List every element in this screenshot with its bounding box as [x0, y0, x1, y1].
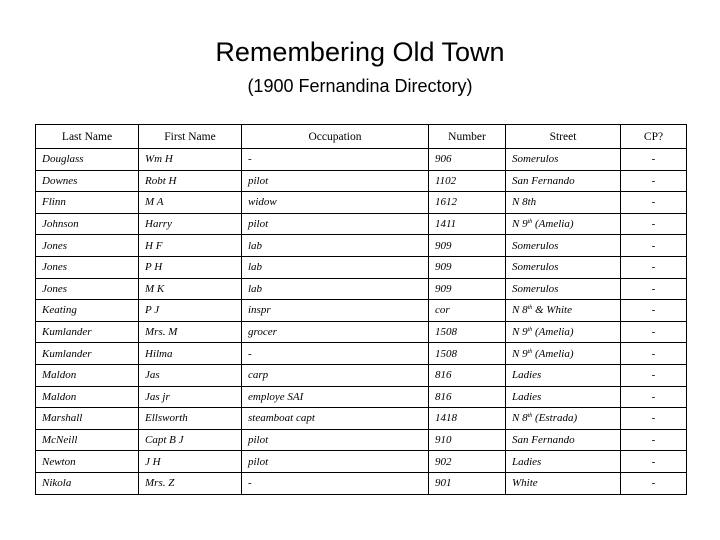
cell-street: [506, 278, 621, 300]
street-name: N 9: [512, 347, 528, 360]
cell-occupation: inspr: [242, 300, 429, 322]
street-suffix: & White: [532, 304, 572, 317]
cell-street: [506, 408, 621, 430]
street-name: Ladies: [512, 369, 542, 382]
cell-cp: -: [621, 343, 687, 365]
street-ordinal-suffix: th: [527, 348, 533, 355]
directory-table: [35, 124, 687, 495]
street-name: Somerulos: [512, 261, 559, 274]
cell-number: cor: [429, 300, 506, 322]
table-row: [36, 278, 687, 300]
table-row: [36, 300, 687, 322]
col-header-last-name: Last Name: [36, 125, 139, 149]
col-header-street: Street: [506, 125, 621, 149]
street-ordinal-suffix: th: [527, 327, 533, 334]
cell-number: 1508: [429, 321, 506, 343]
cell-street: [506, 472, 621, 494]
cell-cp: -: [621, 472, 687, 494]
street-suffix: (Estrada): [532, 412, 578, 425]
cell-number: 1102: [429, 170, 506, 192]
street-ordinal-suffix: th: [527, 219, 533, 226]
street-ordinal-suffix: th: [527, 413, 533, 420]
cell-first-name: Robt H: [139, 170, 242, 192]
cell-occupation: -: [242, 149, 429, 171]
street-name: Somerulos: [512, 153, 559, 166]
street-name: Somerulos: [512, 282, 559, 295]
cell-occupation: pilot: [242, 451, 429, 473]
cell-first-name: Hilma: [139, 343, 242, 365]
cell-last-name: Johnson: [36, 213, 139, 235]
cell-last-name: Newton: [36, 451, 139, 473]
cell-street: [506, 343, 621, 365]
cell-cp: -: [621, 408, 687, 430]
cell-number: 909: [429, 256, 506, 278]
col-header-cp: CP?: [621, 125, 687, 149]
cell-street: [506, 192, 621, 214]
cell-last-name: Douglass: [36, 149, 139, 171]
cell-number: 816: [429, 364, 506, 386]
street-name: N 9: [512, 218, 528, 231]
cell-first-name: Mrs. M: [139, 321, 242, 343]
street-name: San Fernando: [512, 434, 575, 447]
cell-number: 909: [429, 235, 506, 257]
cell-occupation: steamboat capt: [242, 408, 429, 430]
cell-number: 901: [429, 472, 506, 494]
table-row: [36, 256, 687, 278]
cell-last-name: Jones: [36, 235, 139, 257]
table-row: [36, 321, 687, 343]
table-row: [36, 408, 687, 430]
cell-last-name: Nikola: [36, 472, 139, 494]
cell-first-name: H F: [139, 235, 242, 257]
page-title: Remembering Old Town: [215, 37, 505, 67]
table-row: [36, 429, 687, 451]
cell-last-name: Marshall: [36, 408, 139, 430]
cell-occupation: lab: [242, 235, 429, 257]
cell-occupation: -: [242, 472, 429, 494]
table-row: [36, 451, 687, 473]
cell-cp: -: [621, 192, 687, 214]
street-name: Somerulos: [512, 239, 559, 252]
cell-street: [506, 213, 621, 235]
table-row: [36, 343, 687, 365]
table-row: [36, 386, 687, 408]
table-row: [36, 170, 687, 192]
cell-street: [506, 429, 621, 451]
cell-number: 902: [429, 451, 506, 473]
cell-street: [506, 235, 621, 257]
cell-first-name: M K: [139, 278, 242, 300]
cell-cp: -: [621, 213, 687, 235]
cell-number: 1418: [429, 408, 506, 430]
cell-cp: -: [621, 170, 687, 192]
cell-last-name: Keating: [36, 300, 139, 322]
cell-occupation: -: [242, 343, 429, 365]
cell-first-name: Harry: [139, 213, 242, 235]
street-ordinal-suffix: th: [527, 305, 533, 312]
cell-street: [506, 170, 621, 192]
street-suffix: (Amelia): [532, 347, 574, 360]
table-body: [36, 149, 687, 495]
cell-cp: -: [621, 451, 687, 473]
cell-cp: -: [621, 386, 687, 408]
cell-last-name: Kumlander: [36, 321, 139, 343]
cell-last-name: Jones: [36, 278, 139, 300]
page-subtitle: (1900 Fernandina Directory): [247, 76, 473, 96]
cell-street: [506, 300, 621, 322]
cell-occupation: lab: [242, 278, 429, 300]
cell-occupation: employe SAI: [242, 386, 429, 408]
street-name: Ladies: [512, 455, 542, 468]
cell-first-name: P H: [139, 256, 242, 278]
cell-cp: -: [621, 364, 687, 386]
cell-first-name: Capt B J: [139, 429, 242, 451]
cell-cp: -: [621, 149, 687, 171]
cell-first-name: P J: [139, 300, 242, 322]
cell-cp: -: [621, 278, 687, 300]
col-header-first-name: First Name: [139, 125, 242, 149]
street-suffix: (Amelia): [532, 326, 574, 339]
street-name: San Fernando: [512, 174, 575, 187]
col-header-number: Number: [429, 125, 506, 149]
cell-last-name: Maldon: [36, 364, 139, 386]
cell-occupation: pilot: [242, 170, 429, 192]
cell-cp: -: [621, 429, 687, 451]
cell-number: 816: [429, 386, 506, 408]
cell-cp: -: [621, 300, 687, 322]
cell-street: [506, 386, 621, 408]
cell-first-name: M A: [139, 192, 242, 214]
cell-number: 909: [429, 278, 506, 300]
cell-first-name: Mrs. Z: [139, 472, 242, 494]
cell-last-name: Jones: [36, 256, 139, 278]
table-row: [36, 472, 687, 494]
table-row: [36, 235, 687, 257]
cell-street: [506, 149, 621, 171]
street-name: N 9: [512, 326, 528, 339]
table-row: [36, 364, 687, 386]
table-row: [36, 149, 687, 171]
cell-occupation: pilot: [242, 213, 429, 235]
cell-cp: -: [621, 321, 687, 343]
street-name: White: [512, 477, 538, 490]
cell-street: [506, 364, 621, 386]
street-name: N 8th: [512, 196, 537, 209]
street-name: Ladies: [512, 390, 542, 403]
cell-first-name: J H: [139, 451, 242, 473]
cell-occupation: widow: [242, 192, 429, 214]
cell-occupation: pilot: [242, 429, 429, 451]
cell-occupation: grocer: [242, 321, 429, 343]
cell-occupation: carp: [242, 364, 429, 386]
cell-street: [506, 321, 621, 343]
street-suffix: (Amelia): [532, 218, 574, 231]
cell-number: 910: [429, 429, 506, 451]
cell-first-name: Wm H: [139, 149, 242, 171]
cell-number: 906: [429, 149, 506, 171]
cell-first-name: Jas jr: [139, 386, 242, 408]
cell-first-name: Ellsworth: [139, 408, 242, 430]
cell-number: 1508: [429, 343, 506, 365]
table-row: [36, 192, 687, 214]
cell-cp: -: [621, 256, 687, 278]
cell-last-name: Maldon: [36, 386, 139, 408]
cell-occupation: lab: [242, 256, 429, 278]
table-header-row: [36, 125, 687, 149]
table-row: [36, 213, 687, 235]
cell-last-name: McNeill: [36, 429, 139, 451]
cell-first-name: Jas: [139, 364, 242, 386]
cell-last-name: Kumlander: [36, 343, 139, 365]
col-header-occupation: Occupation: [242, 125, 429, 149]
cell-last-name: Flinn: [36, 192, 139, 214]
cell-street: [506, 451, 621, 473]
street-name: N 8: [512, 412, 528, 425]
cell-number: 1411: [429, 213, 506, 235]
cell-number: 1612: [429, 192, 506, 214]
cell-cp: -: [621, 235, 687, 257]
cell-last-name: Downes: [36, 170, 139, 192]
street-name: N 8: [512, 304, 528, 317]
cell-street: [506, 256, 621, 278]
